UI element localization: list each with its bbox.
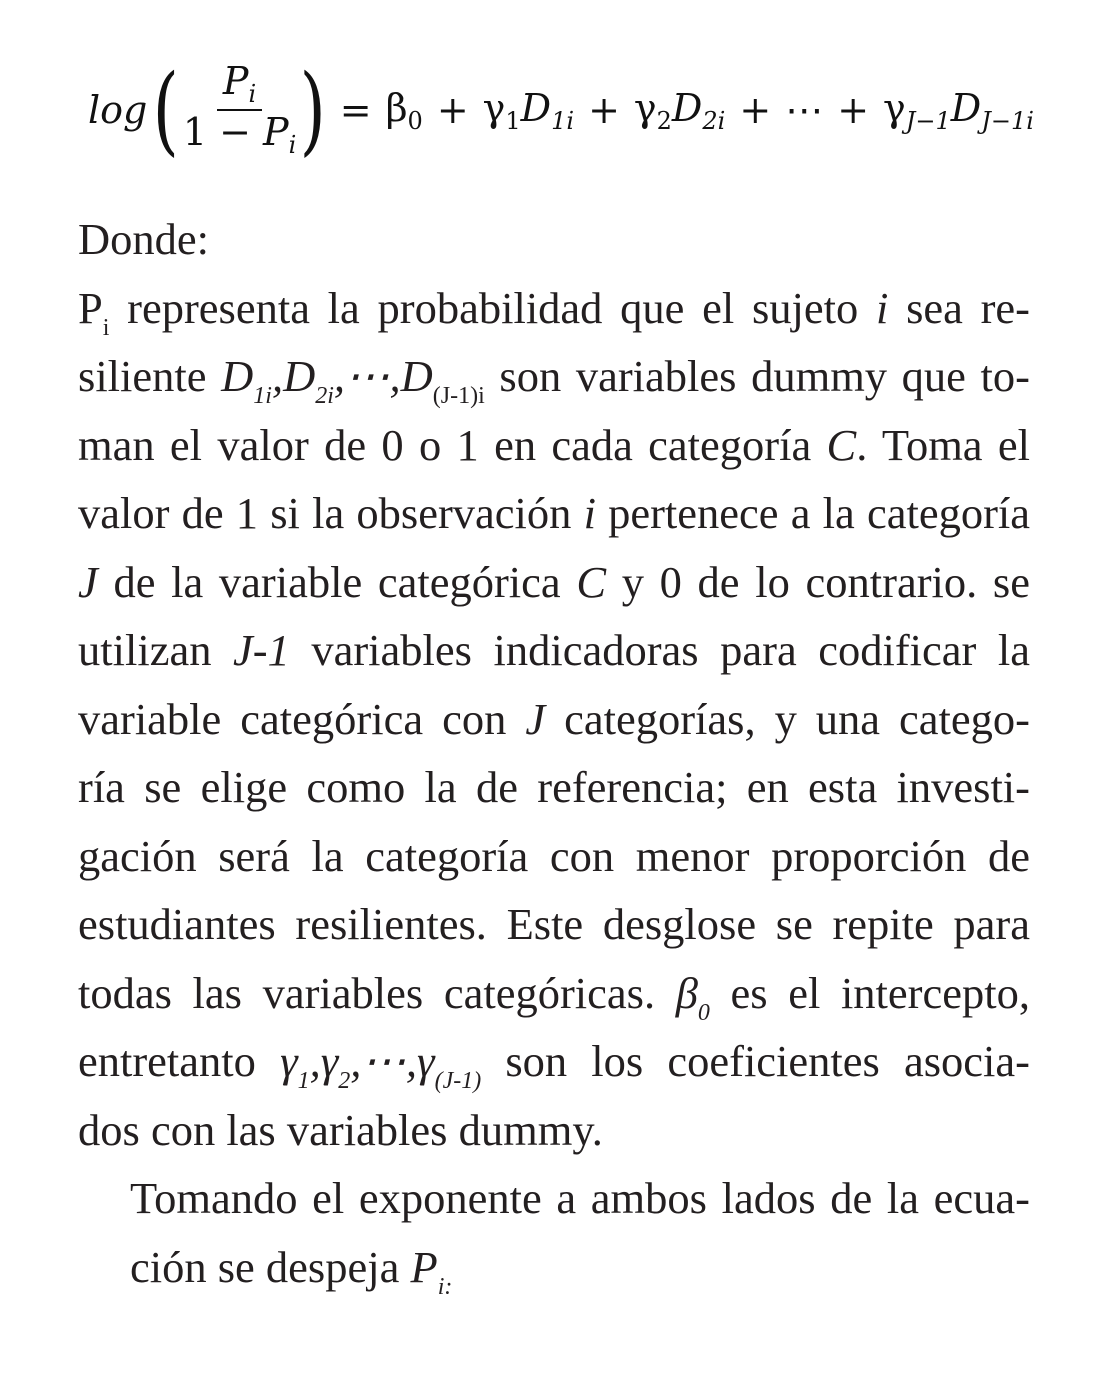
text-line: $P_i$ representa la probabilidad que el sujeto i sea re- bbox=[78, 282, 1030, 341]
right-paren: ) bbox=[299, 54, 327, 166]
text-line: ría se elige como la de referencia; en esta investi- bbox=[78, 762, 1030, 812]
logit-equation bbox=[88, 40, 1088, 180]
text-line: todas las variables categóricas. $\beta_0$ es el intercepto, bbox=[78, 967, 1030, 1026]
text-line: dos con las variables dummy. bbox=[78, 1104, 603, 1155]
fraction-numerator: $P_i$ bbox=[217, 62, 262, 111]
plus-sign: + bbox=[837, 88, 870, 132]
plus-sign: + bbox=[436, 88, 469, 132]
text-line: gación será la categoría con menor proporción de bbox=[78, 830, 1030, 881]
term-beta0: $\beta_0$ bbox=[385, 85, 423, 135]
fraction-denominator: $1 - P_i$ bbox=[182, 110, 297, 159]
body-text bbox=[78, 205, 1030, 1301]
fraction bbox=[182, 58, 297, 159]
text-line: variable categórica con J categorías, y una catego- bbox=[78, 693, 1030, 744]
text-line: ción se despeja $P_{i:}$ bbox=[130, 1241, 453, 1300]
term-gammaj-dj: $\gamma_{J-1}D_{J-1i}$ bbox=[883, 85, 1034, 135]
plus-sign: + bbox=[588, 88, 620, 132]
paragraph-exponent bbox=[78, 1164, 1030, 1301]
text-line: utilizan J-1 variables indicadoras para codificar la bbox=[78, 625, 1030, 675]
term-gamma1-d1: $\gamma_1D_{1i}$ bbox=[482, 85, 575, 135]
ellipsis: ⋯ bbox=[785, 88, 824, 132]
text-line: entretanto $\gamma_1,\gamma_2,\cdots,\gamma_{(J-1)}$ son los coeficientes asocia- bbox=[78, 1036, 1030, 1094]
text-line: J de la variable categórica C y 0 de lo contrario. se bbox=[78, 556, 1030, 607]
text-line: valor de 1 si la observación i pertenece a la categoría bbox=[78, 488, 1031, 538]
text-line: Tomando el exponente a ambos lados de la ecua- bbox=[130, 1173, 1030, 1223]
text-line: siliente $D_{1i},D_{2i},\cdots,D_{(J-1)i}$ son variables dummy que to- bbox=[78, 351, 1030, 409]
text-line: man el valor de 0 o 1 en cada categoría C. Toma el bbox=[78, 419, 1030, 470]
plus-sign: + bbox=[739, 88, 772, 132]
log-function: log bbox=[88, 88, 148, 132]
text-line: estudiantes resilientes. Este desglose se repite para bbox=[78, 899, 1030, 949]
term-gamma2-d2: $\gamma_2D_{2i}$ bbox=[633, 85, 726, 135]
equals-sign: = bbox=[339, 88, 372, 132]
donde-label: Donde: bbox=[78, 214, 210, 264]
paragraph-definitions bbox=[78, 274, 1030, 1165]
left-paren: ( bbox=[152, 54, 180, 166]
